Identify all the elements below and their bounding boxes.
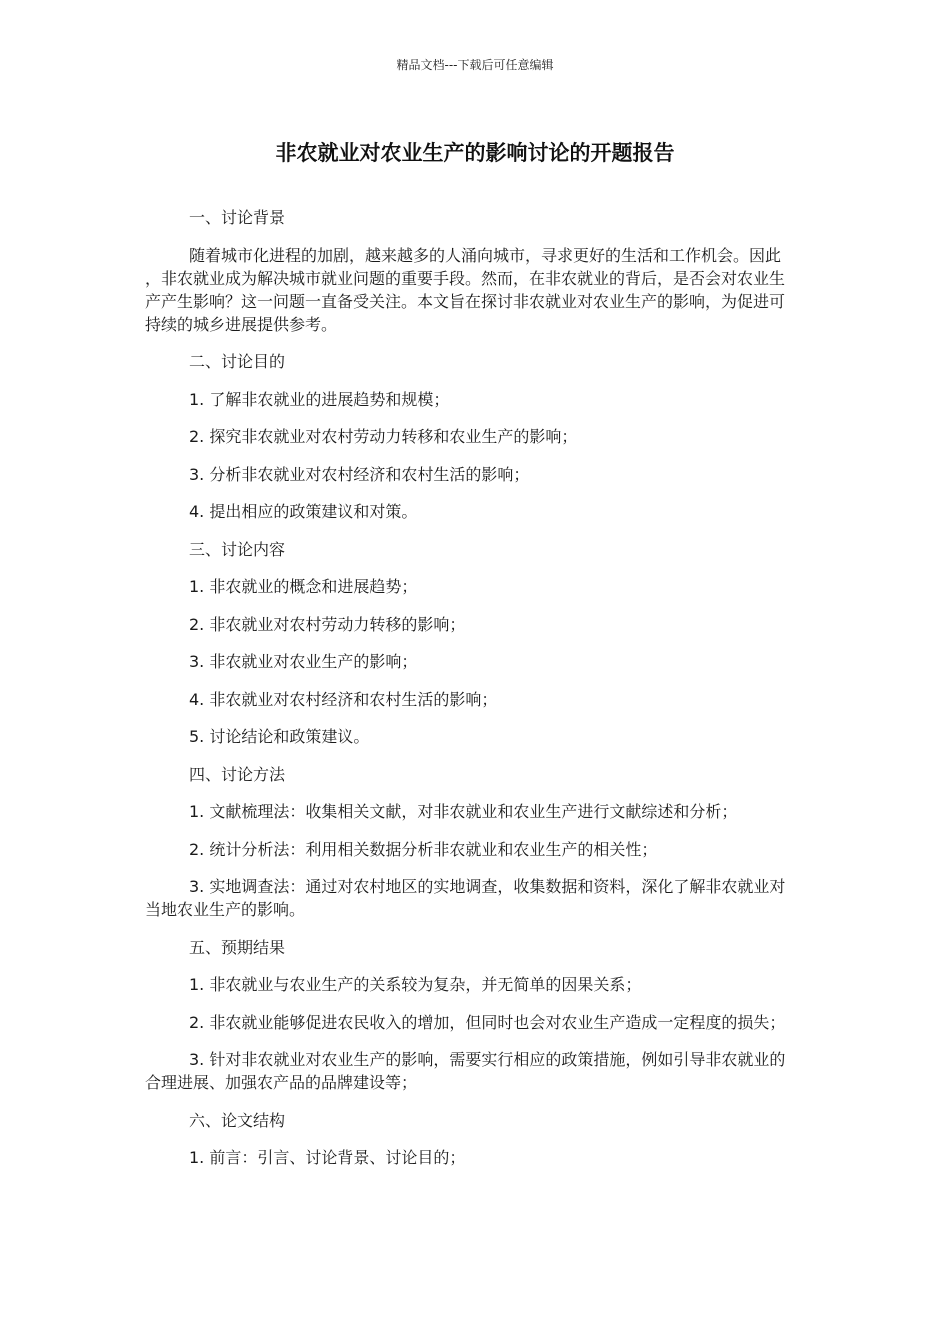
list-item: 1. 文献梳理法：收集相关文献，对非农就业和农业生产进行文献综述和分析； [189, 802, 738, 821]
document-title: 非农就业对农业生产的影响讨论的开题报告 [275, 141, 675, 165]
paragraph: 随着城市化进程的加剧，越来越多的人涌向城市，寻求更好的生活和工作机会。因此，非农就业成为解决城市就业问题的重要手段。然而，在非农就业的背后，是否会对农业生产产生影响？这一问题一直备受关注。本文旨在探讨非农就业对农业生产的影响，为促进可持续的城乡进展提供参考。 [145, 245, 786, 334]
list-item: 1. 非农就业的概念和进展趋势； [189, 577, 418, 596]
list-item: 2. 非农就业对农村劳动力转移的影响； [189, 614, 466, 634]
list-item: 1. 非农就业与农业生产的关系较为复杂，并无简单的因果关系； [189, 975, 642, 994]
list-item: 4. 提出相应的政策建议和对策。 [189, 502, 418, 521]
list-item: 2. 探究非农就业对农村劳动力转移和农业生产的影响； [189, 427, 578, 446]
list-item: 3. 实地调查法：通过对农村地区的实地调查，收集数据和资料，深化了解非农就业对当地农业生产的影响。 [145, 877, 786, 919]
list-item: 4. 非农就业对农村经济和农村生活的影响； [189, 689, 498, 709]
list-item: 3. 针对非农就业对农业生产的影响，需要实行相应的政策措施，例如引导非农就业的合理进展、加强农产品的品牌建设等； [145, 1050, 786, 1092]
list-item: 1. 了解非农就业的进展趋势和规模； [189, 389, 450, 409]
section-heading: 六、论文结构 [189, 1110, 286, 1130]
section-heading: 一、讨论背景 [189, 208, 286, 227]
section-heading: 三、讨论内容 [189, 539, 286, 559]
page-header: 精品文档---下载后可任意编辑 [396, 58, 554, 72]
section-heading: 四、讨论方法 [189, 764, 286, 784]
list-item: 2. 非农就业能够促进农民收入的增加，但同时也会对农业生产造成一定程度的损失； [189, 1012, 786, 1032]
section-heading: 二、讨论目的 [189, 352, 286, 371]
list-item: 3. 分析非农就业对农村经济和农村生活的影响； [189, 464, 530, 484]
list-item: 3. 非农就业对农业生产的影响； [189, 652, 418, 671]
document-body [145, 206, 795, 1184]
list-item: 2. 统计分析法：利用相关数据分析非农就业和农业生产的相关性； [189, 839, 658, 859]
list-item: 1. 前言：引言、讨论背景、讨论目的； [189, 1148, 466, 1167]
list-item: 5. 讨论结论和政策建议。 [189, 727, 370, 746]
section-heading: 五、预期结果 [189, 937, 286, 957]
